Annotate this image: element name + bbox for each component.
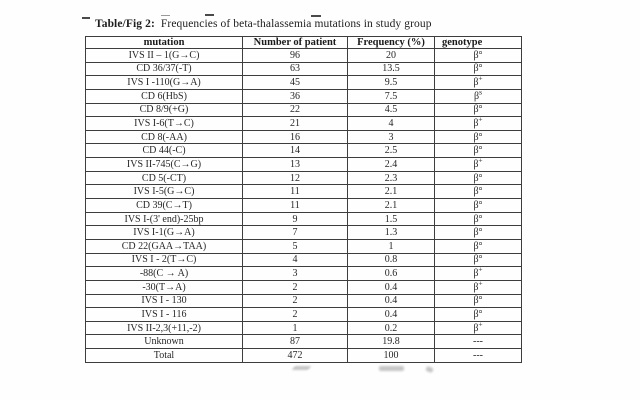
cell-mutation: Unknown (86, 335, 243, 349)
cell-mutation: CD 8(-AA) (86, 130, 243, 144)
cell-mutation: IVS I-(3' end)-25bp (86, 212, 243, 226)
cell-frequency: 0.2 (348, 321, 435, 335)
cell-mutation: CD 22(GAA→TAA) (86, 239, 243, 253)
cell-genotype: β+ (435, 158, 522, 172)
cell-mutation: Total (86, 349, 243, 363)
cell-frequency: 4 (348, 117, 435, 131)
scan-artifact-dash (82, 17, 90, 19)
cell-mutation: CD 6(HbS) (86, 89, 243, 103)
cell-frequency: 100 (348, 349, 435, 363)
cell-frequency: 3 (348, 130, 435, 144)
cell-genotype: β° (435, 226, 522, 240)
cell-patients: 2 (243, 294, 348, 308)
cell-frequency: 1.5 (348, 212, 435, 226)
scan-artifact-smudge (425, 366, 433, 373)
table-row (86, 144, 522, 158)
table-title (95, 18, 432, 30)
cell-patients: 12 (243, 171, 348, 185)
cell-patients: 13 (243, 158, 348, 172)
cell-genotype: β° (435, 294, 522, 308)
cell-genotype: β° (435, 171, 522, 185)
cell-mutation: IVS II-745(C→G) (86, 158, 243, 172)
cell-patients: 2 (243, 308, 348, 322)
table-header-row (86, 37, 522, 49)
cell-frequency: 0.4 (348, 294, 435, 308)
cell-frequency: 0.4 (348, 308, 435, 322)
cell-mutation: IVS I-6(T→C) (86, 117, 243, 131)
cell-genotype: β° (435, 239, 522, 253)
scan-artifact-smudge (292, 366, 311, 370)
table-row (86, 212, 522, 226)
cell-patients: 11 (243, 185, 348, 199)
cell-patients: 5 (243, 239, 348, 253)
cell-genotype: β° (435, 212, 522, 226)
cell-patients: 16 (243, 130, 348, 144)
table-row (86, 171, 522, 185)
table-row (86, 267, 522, 281)
cell-mutation: IVS I - 116 (86, 308, 243, 322)
table-row (86, 335, 522, 349)
column-header-frequency: Frequency (%) (348, 37, 435, 49)
cell-patients: 14 (243, 144, 348, 158)
cell-mutation: CD 44(-C) (86, 144, 243, 158)
table-title-text: Frequencies of beta-thalassemia mutations in study group (160, 18, 432, 30)
mutation-frequency-table (85, 36, 522, 363)
cell-patients: 96 (243, 49, 348, 63)
cell-genotype: β° (435, 199, 522, 213)
scan-artifact-dash (205, 14, 214, 16)
cell-genotype: β° (435, 49, 522, 63)
cell-genotype: β° (435, 103, 522, 117)
cell-mutation: IVS II – 1(G→C) (86, 49, 243, 63)
cell-mutation: -30(T→A) (86, 280, 243, 294)
column-header-mutation: mutation (86, 37, 243, 49)
cell-patients: 2 (243, 280, 348, 294)
table-body (86, 49, 522, 363)
cell-frequency: 1 (348, 239, 435, 253)
cell-genotype: β° (435, 253, 522, 267)
cell-patients: 11 (243, 199, 348, 213)
cell-genotype: $\beta^s$ (435, 89, 522, 103)
cell-patients: 22 (243, 103, 348, 117)
scan-artifact-dash (161, 15, 170, 16)
cell-patients: 4 (243, 253, 348, 267)
table-row (86, 280, 522, 294)
cell-patients: 1 (243, 321, 348, 335)
cell-patients: 472 (243, 349, 348, 363)
cell-mutation: IVS I-5(G→C) (86, 185, 243, 199)
cell-genotype: β° (435, 144, 522, 158)
cell-mutation: CD 36/37(-T) (86, 62, 243, 76)
table-row (86, 308, 522, 322)
cell-genotype: β+ (435, 280, 522, 294)
cell-genotype: --- (435, 335, 522, 349)
cell-mutation: IVS I-1(G→A) (86, 226, 243, 240)
cell-genotype: β+ (435, 117, 522, 131)
cell-patients: 7 (243, 226, 348, 240)
cell-genotype: β° (435, 308, 522, 322)
table-row (86, 349, 522, 363)
cell-frequency: 1.3 (348, 226, 435, 240)
cell-patients: 45 (243, 76, 348, 90)
table-row (86, 226, 522, 240)
cell-patients: 9 (243, 212, 348, 226)
cell-frequency: 19.8 (348, 335, 435, 349)
table-title-label: Table/Fig 2: (95, 18, 155, 30)
table-row (86, 62, 522, 76)
column-header-patients: Number of patient (243, 37, 348, 49)
cell-frequency: 4.5 (348, 103, 435, 117)
cell-mutation: CD 5(-CT) (86, 171, 243, 185)
cell-mutation: IVS II-2,3(+11,-2) (86, 321, 243, 335)
cell-genotype: β° (435, 130, 522, 144)
cell-frequency: 0.6 (348, 267, 435, 281)
table-row (86, 103, 522, 117)
cell-mutation: -88(C → A) (86, 267, 243, 281)
table-row (86, 130, 522, 144)
cell-frequency: 2.1 (348, 199, 435, 213)
cell-mutation: CD 8/9(+G) (86, 103, 243, 117)
table-row (86, 294, 522, 308)
cell-frequency: 0.8 (348, 253, 435, 267)
table-row (86, 321, 522, 335)
cell-frequency: 2.5 (348, 144, 435, 158)
cell-genotype: --- (435, 349, 522, 363)
table-row (86, 185, 522, 199)
cell-patients: 63 (243, 62, 348, 76)
cell-genotype: β+ (435, 76, 522, 90)
table-row (86, 49, 522, 63)
cell-frequency: 7.5 (348, 89, 435, 103)
cell-frequency: 2.3 (348, 171, 435, 185)
table-row (86, 158, 522, 172)
cell-patients: 87 (243, 335, 348, 349)
cell-frequency: 9.5 (348, 76, 435, 90)
cell-frequency: 2.4 (348, 158, 435, 172)
cell-patients: 36 (243, 89, 348, 103)
cell-mutation: CD 39(C→T) (86, 199, 243, 213)
table-row (86, 253, 522, 267)
table-row (86, 76, 522, 90)
scan-artifact-smudge (379, 366, 404, 371)
cell-mutation: IVS I - 2(T→C) (86, 253, 243, 267)
cell-patients: 21 (243, 117, 348, 131)
cell-patients: 3 (243, 267, 348, 281)
scan-artifact-dash (311, 15, 321, 17)
cell-genotype: β° (435, 185, 522, 199)
cell-genotype: β+ (435, 321, 522, 335)
table-row (86, 89, 522, 103)
table-row (86, 117, 522, 131)
table-row (86, 199, 522, 213)
cell-frequency: 20 (348, 49, 435, 63)
cell-frequency: 2.1 (348, 185, 435, 199)
cell-genotype: β° (435, 62, 522, 76)
column-header-genotype: genotype (435, 37, 522, 49)
table-row (86, 239, 522, 253)
cell-frequency: 13.5 (348, 62, 435, 76)
cell-mutation: IVS I -110(G→A) (86, 76, 243, 90)
cell-frequency: 0.4 (348, 280, 435, 294)
cell-mutation: IVS I - 130 (86, 294, 243, 308)
cell-genotype: β+ (435, 267, 522, 281)
